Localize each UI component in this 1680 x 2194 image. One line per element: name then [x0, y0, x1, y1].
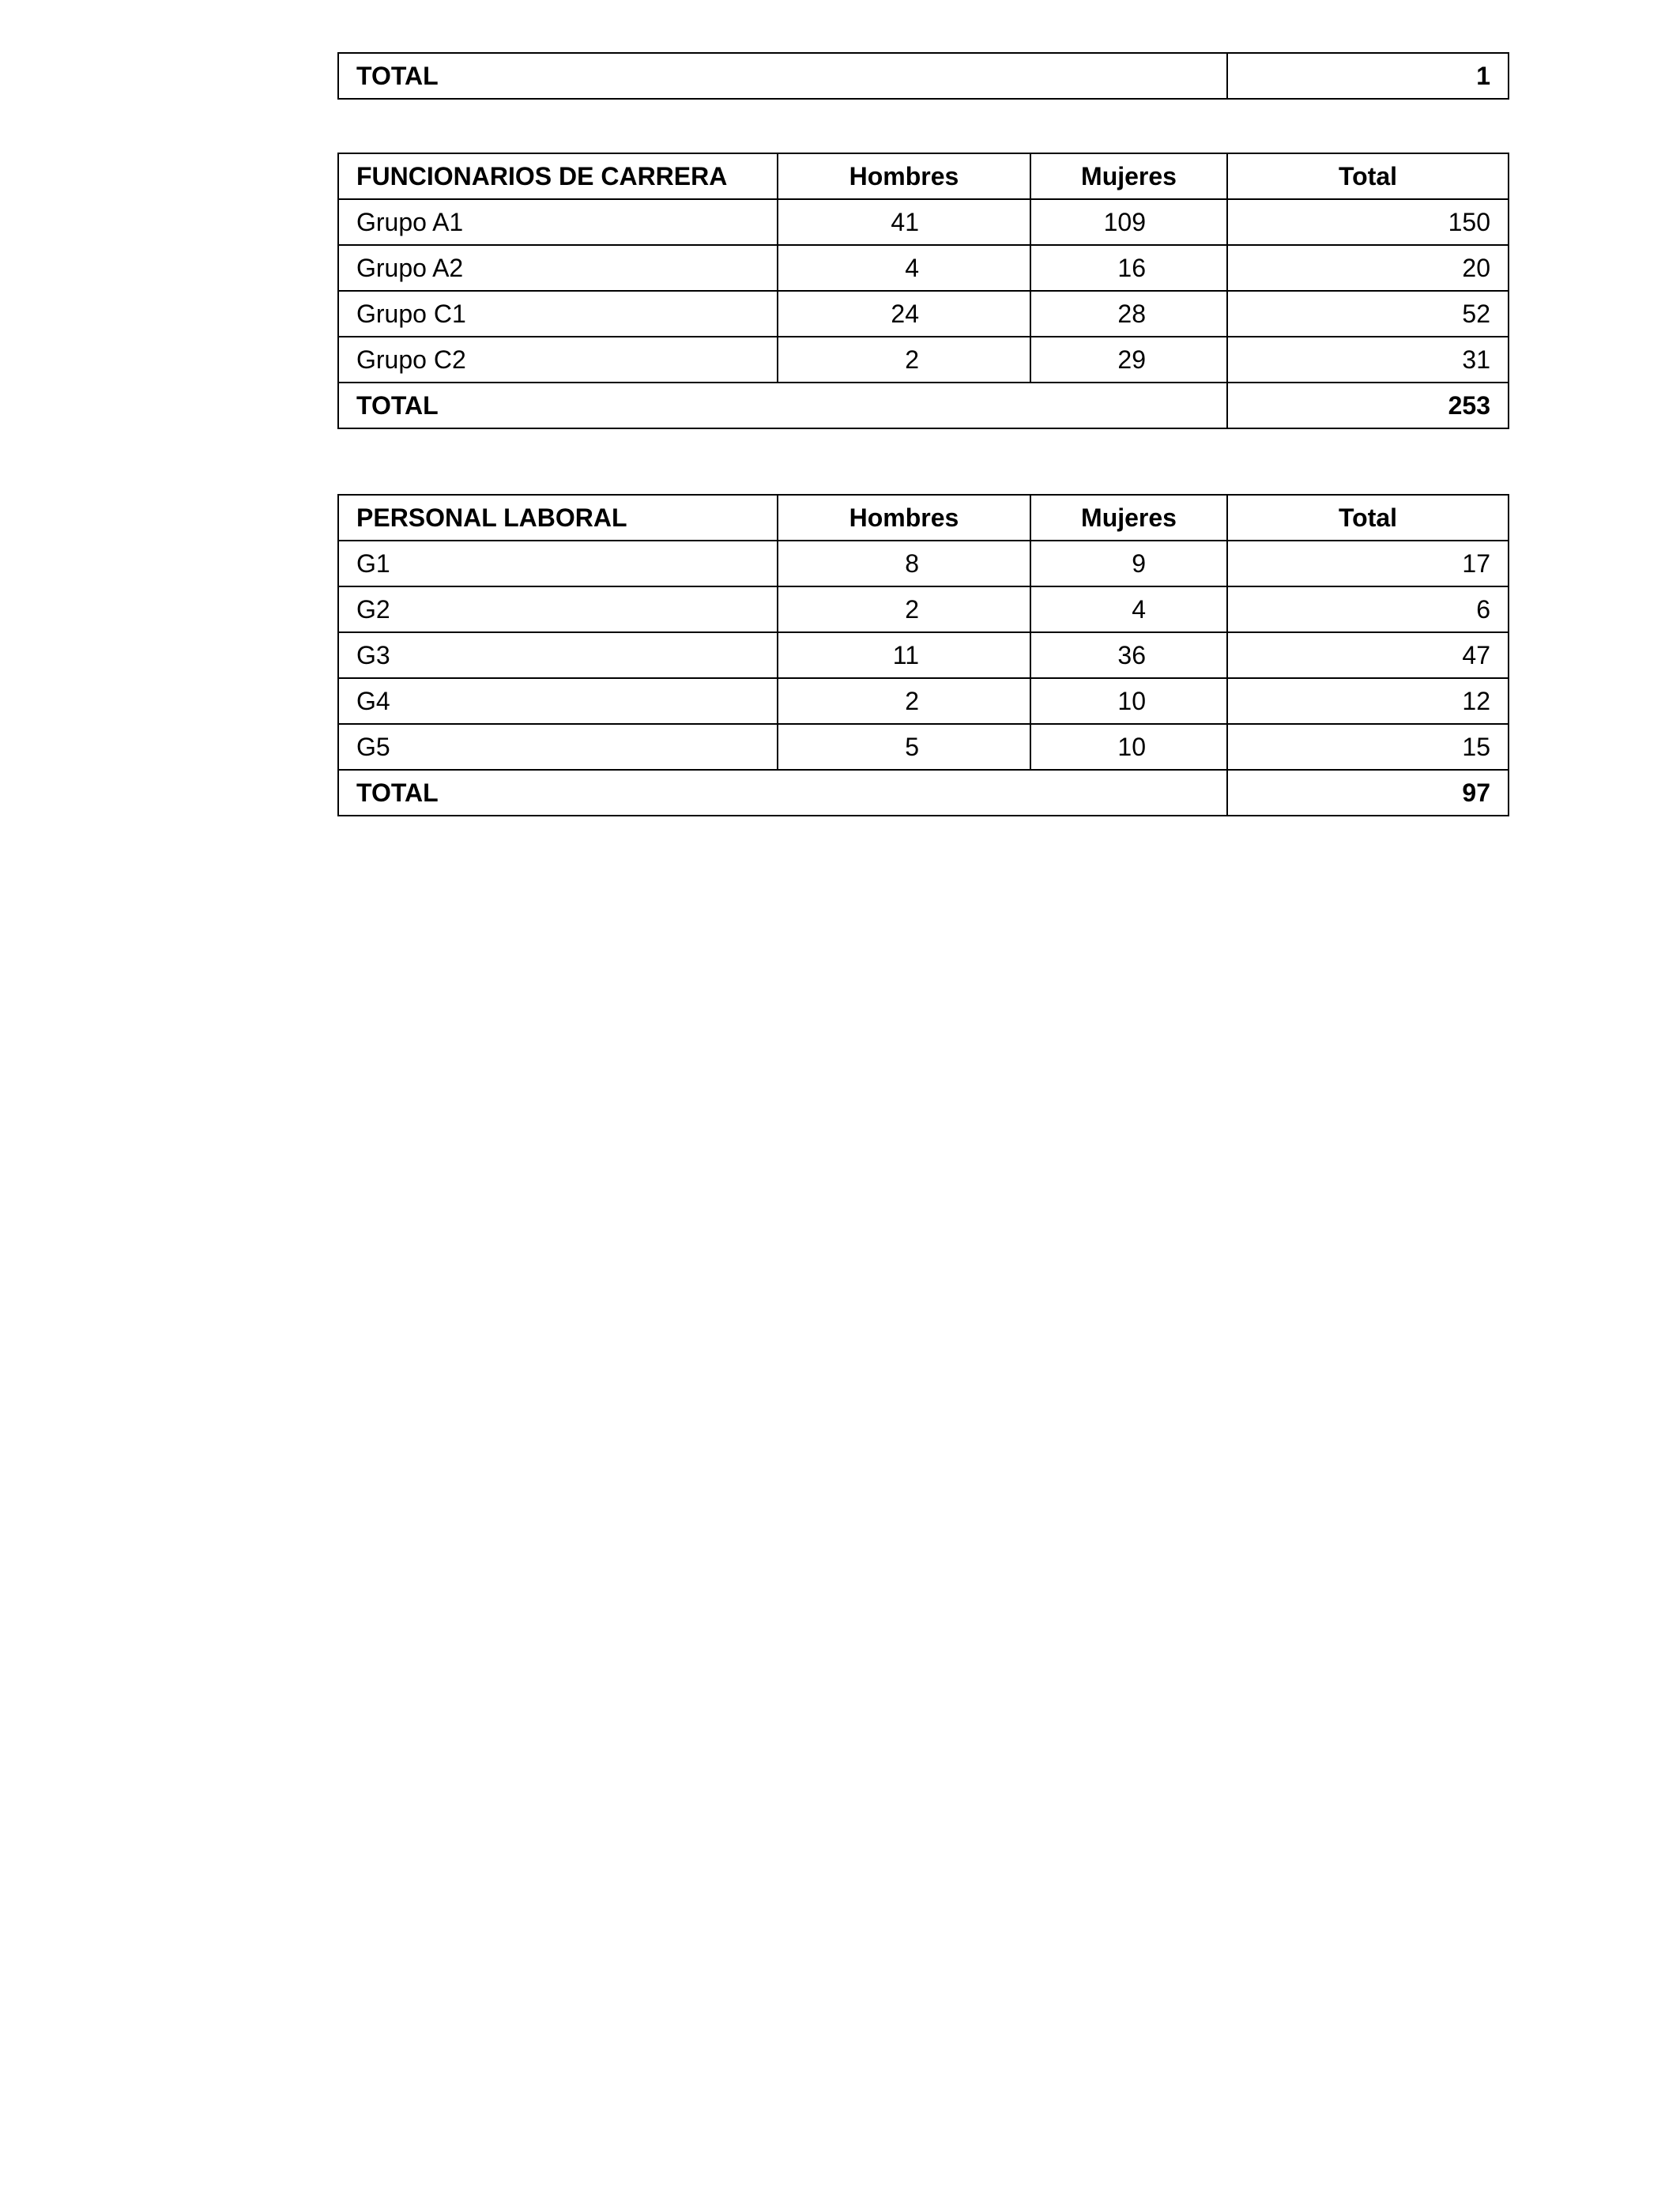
laboral-table: [337, 494, 1509, 816]
column-header: Mujeres: [1030, 495, 1227, 541]
table-row: [338, 541, 1509, 586]
table-row: [338, 245, 1509, 291]
cell-hombres: 4: [778, 245, 1030, 291]
table-total-row: [338, 770, 1509, 816]
cell-hombres: 24: [778, 291, 1030, 337]
column-header: Hombres: [778, 495, 1030, 541]
cell-total: 6: [1227, 586, 1509, 632]
total-label: TOTAL: [338, 53, 1227, 99]
cell-hombres: 2: [778, 586, 1030, 632]
table-row: [338, 291, 1509, 337]
table-header-row: [338, 495, 1509, 541]
row-label: Grupo A1: [338, 199, 778, 245]
cell-mujeres: 16: [1030, 245, 1227, 291]
row-label: G3: [338, 632, 778, 678]
row-label: Grupo C2: [338, 337, 778, 383]
table-row: [338, 199, 1509, 245]
cell-hombres: 8: [778, 541, 1030, 586]
cell-mujeres: 29: [1030, 337, 1227, 383]
cell-mujeres: 10: [1030, 678, 1227, 724]
cell-mujeres: 36: [1030, 632, 1227, 678]
row-label: G2: [338, 586, 778, 632]
summary-table: [337, 52, 1509, 100]
cell-mujeres: 4: [1030, 586, 1227, 632]
table-header-row: [338, 153, 1509, 199]
total-value: 97: [1227, 770, 1509, 816]
cell-hombres: 41: [778, 199, 1030, 245]
column-header: Mujeres: [1030, 153, 1227, 199]
total-value: 253: [1227, 383, 1509, 428]
row-label: Grupo A2: [338, 245, 778, 291]
cell-total: 47: [1227, 632, 1509, 678]
cell-hombres: 5: [778, 724, 1030, 770]
table-row: [338, 632, 1509, 678]
cell-mujeres: 28: [1030, 291, 1227, 337]
cell-total: 150: [1227, 199, 1509, 245]
column-header: FUNCIONARIOS DE CARRERA: [338, 153, 778, 199]
total-label: TOTAL: [338, 383, 1227, 428]
cell-mujeres: 9: [1030, 541, 1227, 586]
column-header: Total: [1227, 495, 1509, 541]
cell-total: 15: [1227, 724, 1509, 770]
table-row: [338, 724, 1509, 770]
row-label: G4: [338, 678, 778, 724]
total-label: TOTAL: [338, 770, 1227, 816]
cell-mujeres: 10: [1030, 724, 1227, 770]
cell-total: 17: [1227, 541, 1509, 586]
cell-total: 52: [1227, 291, 1509, 337]
row-label: Grupo C1: [338, 291, 778, 337]
cell-total: 20: [1227, 245, 1509, 291]
row-label: G1: [338, 541, 778, 586]
cell-hombres: 2: [778, 678, 1030, 724]
funcionarios-table: [337, 153, 1509, 429]
column-header: Hombres: [778, 153, 1030, 199]
total-value: 1: [1227, 53, 1509, 99]
cell-hombres: 11: [778, 632, 1030, 678]
table-row: [338, 586, 1509, 632]
cell-hombres: 2: [778, 337, 1030, 383]
column-header: Total: [1227, 153, 1509, 199]
cell-mujeres: 109: [1030, 199, 1227, 245]
column-header: PERSONAL LABORAL: [338, 495, 778, 541]
cell-total: 31: [1227, 337, 1509, 383]
table-row: [338, 53, 1509, 99]
cell-total: 12: [1227, 678, 1509, 724]
row-label: G5: [338, 724, 778, 770]
table-row: [338, 678, 1509, 724]
table-row: [338, 337, 1509, 383]
table-total-row: [338, 383, 1509, 428]
